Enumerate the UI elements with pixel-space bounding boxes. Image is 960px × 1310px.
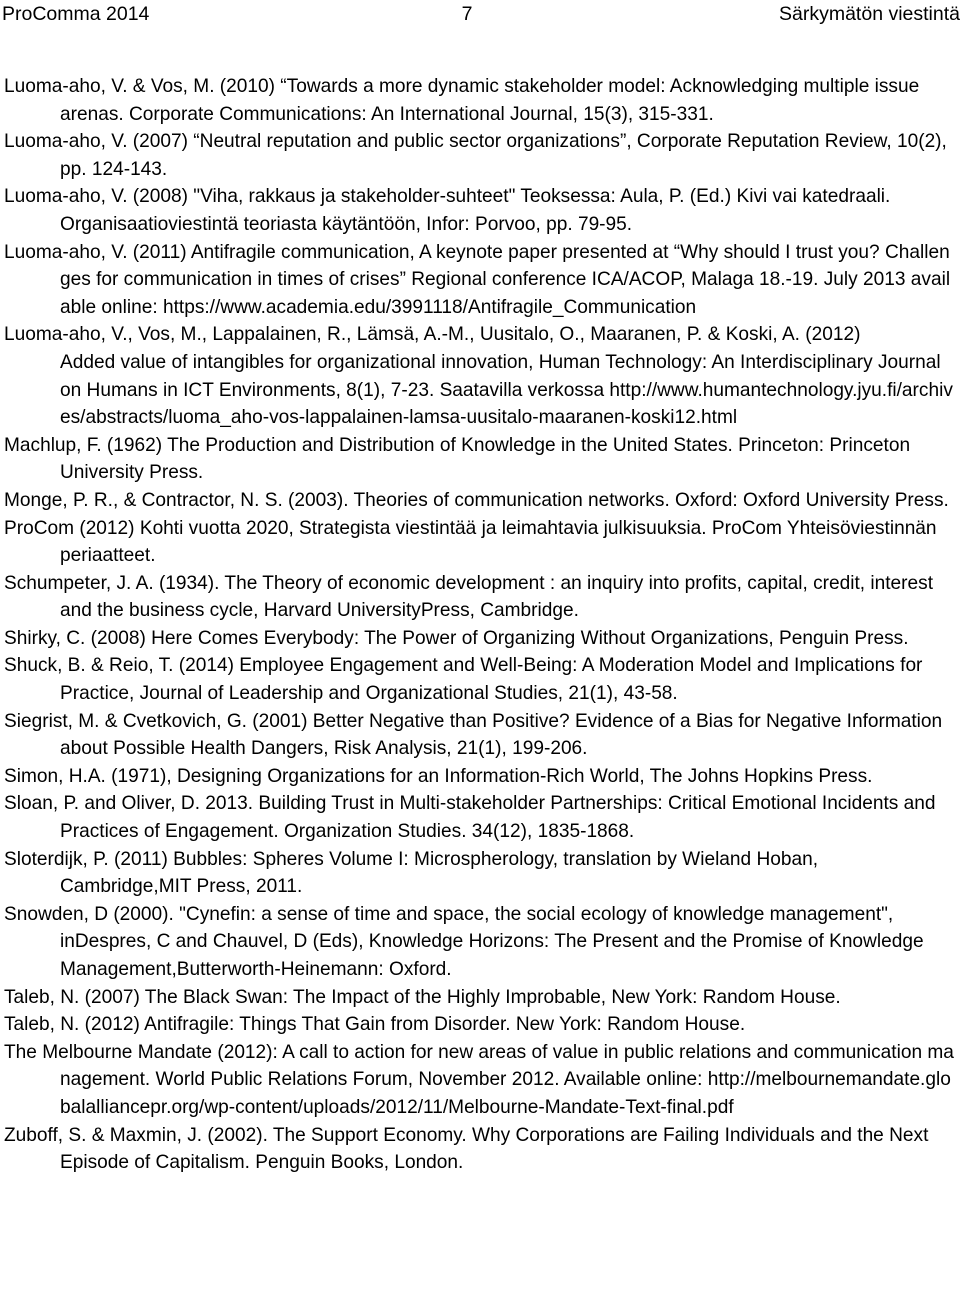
reference-machlup-1962: Machlup, F. (1962) The Production and Distribution of Knowledge in the United States. Princeton: Princeton University Press. [4,434,911,484]
reference-shuck-2014: Shuck, B. & Reio, T. (2014) Employee Engagement and Well-Being: A Moderation Model and Implications for Practice, Journal of Leadership and Organizational Studies, 21(1), 43-58. [4,655,923,705]
reference-taleb-2007: Taleb, N. (2007) The Black Swan: The Impact of the Highly Improbable, New York: Random House. [4,986,841,1008]
reference-luoma-aho-2011: Luoma-aho, V. (2011) Antifragile communication, A keynote paper presented at “Why should I trust you? Challenges for communication in times of crises” Regional conference ICA/ACOP, Malaga 18.-19. July 2013 available online: https://www.academia.edu/3991118/Antifragile_Communication [4,241,951,318]
reference-zuboff-2002: Zuboff, S. & Maxmin, J. (2002). The Support Economy. Why Corporations are Failing Individuals and the Next Episode of Capitalism. Penguin Books, London. [4,1124,929,1174]
reference-luoma-aho-2012-detail: Added value of intangibles for organizational innovation, Human Technology: An Interdisciplinary Journal on Humans in ICT Environments, 8(1), 7-23. Saatavilla verkossa http://www.humantechnology.jyu.fi/archives/abstracts/luoma_aho-vos-lappalainen-lamsa-uusitalo-maaranen-koski12.html [60,351,953,429]
reference-simon-1971: Simon, H.A. (1971), Designing Organizations for an Information-Rich World, The Johns Hopkins Press. [4,765,873,787]
header-right-title: Särkymätön viestintä [779,3,960,25]
reference-shirky-2008: Shirky, C. (2008) Here Comes Everybody: The Power of Organizing Without Organizations, Penguin Press. [4,627,909,649]
reference-sloan-2013: Sloan, P. and Oliver, D. 2013. Building Trust in Multi-stakeholder Partnerships: Critical Emotional Incidents and Practices of Engagement. Organization Studies. 34(12), 1835-1868. [4,793,936,843]
reference-snowden-2000: Snowden, D (2000). "Cynefin: a sense of time and space, the social ecology of knowledge management", inDespres, C and Chauvel, D (Eds), Knowledge Horizons: The Present and the Promise of Knowledge Management,Butterworth-Heinemann: Oxford. [4,903,924,980]
reference-monge-2003: Monge, P. R., & Contractor, N. S. (2003). Theories of communication networks. Oxford: Oxford University Press. [4,489,949,511]
reference-taleb-2012: Taleb, N. (2012) Antifragile: Things That Gain from Disorder. New York: Random House. [4,1014,746,1036]
reference-luoma-aho-vos-2010: Luoma-aho, V. & Vos, M. (2010) “Towards a more dynamic stakeholder model: Acknowledging multiple issue arenas. Corporate Communications: An International Journal, 15(3), 315-331. [4,76,920,125]
reference-melbourne-mandate-2012: The Melbourne Mandate (2012): A call to action for new areas of value in public relations and communication management. World Public Relations Forum, November 2012. Available online: http://melbournemandate.globalalliancepr.org/wp-content/uploads/2012/11/Melbourne-Mandate-Text-final.pdf [4,1041,954,1118]
reference-sloterdijk-2011: Sloterdijk, P. (2011) Bubbles: Spheres Volume I: Microspherology, translation by Wieland Hoban, Cambridge,MIT Press, 2011. [4,848,819,898]
reference-luoma-aho-2008: Luoma-aho, V. (2008) "Viha, rakkaus ja stakeholder-suhteet" Teoksessa: Aula, P. (Ed.) Kivi vai katedraali. Organisaatioviestintä teoriasta käytäntöön, Infor: Porvoo, pp. 79-95. [4,186,891,235]
page-number: 7 [461,3,473,25]
reference-luoma-aho-2007: Luoma-aho, V. (2007) “Neutral reputation and public sector organizations”, Corporate Reputation Review, 10(2), pp. 124-143. [4,131,947,180]
reference-schumpeter-1934: Schumpeter, J. A. (1934). The Theory of economic development : an inquiry into profits, capital, credit, interest and the business cycle, Harvard UniversityPress, Cambridge. [4,572,934,622]
page-header [0,0,960,30]
reference-procom-2012: ProCom (2012) Kohti vuotta 2020, Strategista viestintää ja leimahtavia julkisuuksia. ProCom Yhteisöviestinnän periaatteet. [4,517,937,567]
reference-siegrist-2001: Siegrist, M. & Cvetkovich, G. (2001) Better Negative than Positive? Evidence of a Bias for Negative Information about Possible Health Dangers, Risk Analysis, 21(1), 199-206. [4,710,943,760]
reference-luoma-aho-2012-authors: Luoma-aho, V., Vos, M., Lappalainen, R., Lämsä, A.-M., Uusitalo, O., Maaranen, P. & Koski, A. (2012) [4,324,861,346]
reference-list [4,73,954,1177]
header-left-title: ProComma 2014 [2,3,150,25]
